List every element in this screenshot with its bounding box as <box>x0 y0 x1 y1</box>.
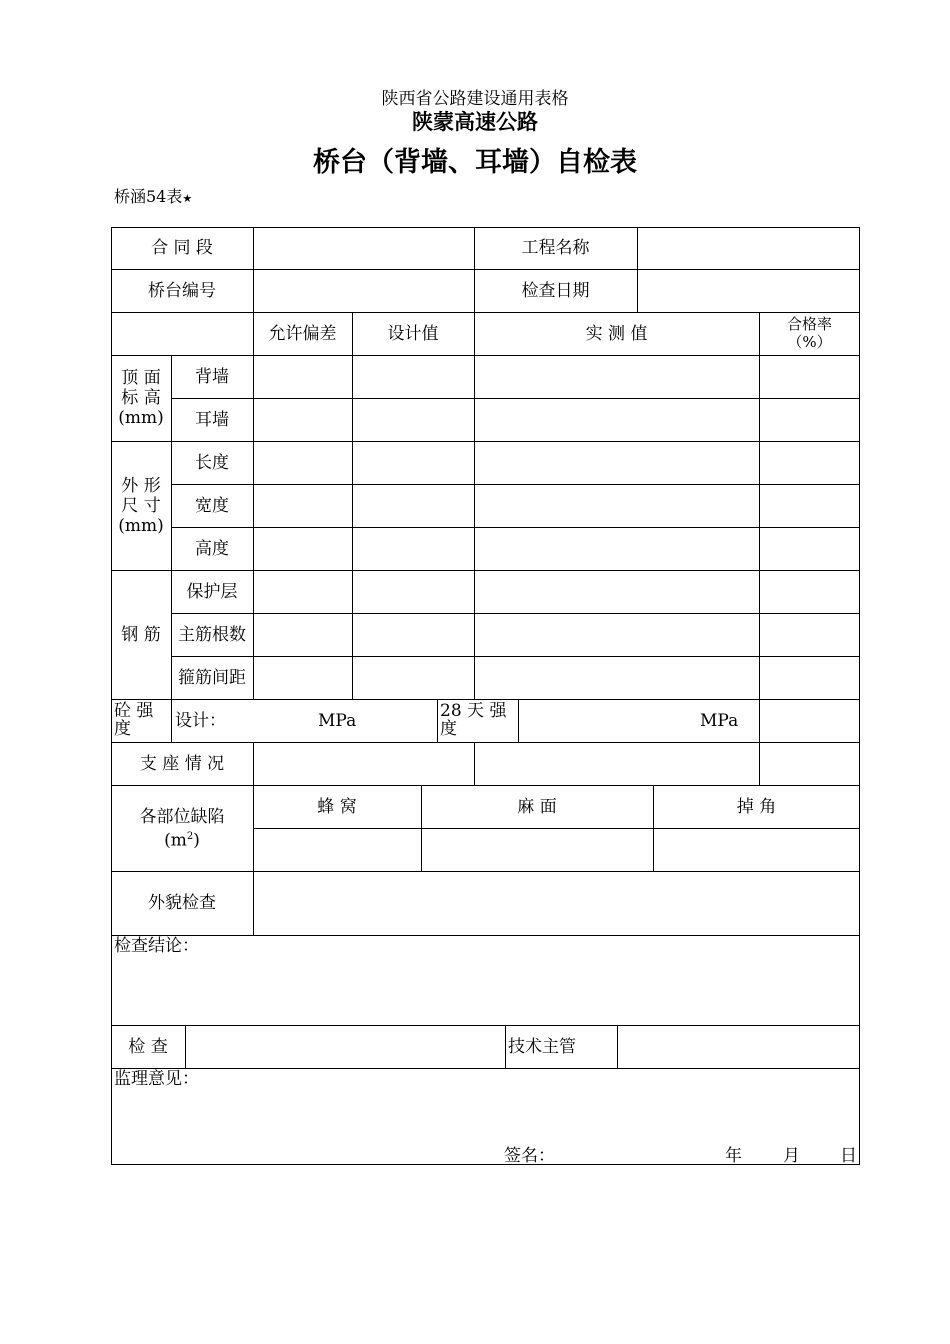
form-series-title: 陕西省公路建设通用表格 <box>381 89 569 109</box>
stirrup-spacing-label: 箍筋间距 <box>178 668 246 688</box>
project-name-label: 工程名称 <box>521 238 590 258</box>
inspector-label: 检 查 <box>128 1037 168 1057</box>
cover-label: 保护层 <box>186 582 238 602</box>
concrete-strength-label: 砼 强 度 <box>114 701 154 739</box>
project-title: 陕蒙高速公路 <box>412 110 538 134</box>
abutment-no-label: 桥台编号 <box>148 281 216 301</box>
width-label: 宽度 <box>195 496 229 516</box>
day28-strength-label: 28 天 强 度 <box>440 701 507 739</box>
inspect-date-label: 检查日期 <box>521 281 590 301</box>
design-strength-unit: MPa <box>318 711 357 731</box>
pitted-surface-header: 麻 面 <box>517 797 557 817</box>
dimensions-label: 外 形 尺 寸 (mm) <box>118 476 164 536</box>
year-label: 年 <box>725 1146 742 1166</box>
day-label: 日 <box>840 1146 857 1166</box>
form-number: 桥涵54表★ <box>114 187 193 206</box>
signature-label: 签名： <box>504 1146 555 1166</box>
project-name-field[interactable] <box>638 228 859 270</box>
month-label: 月 <box>783 1146 800 1166</box>
contract-section-field[interactable] <box>254 228 474 270</box>
bearing-condition-label: 支 座 情 况 <box>139 754 225 774</box>
length-label: 长度 <box>195 453 229 473</box>
design-value-header: 设计值 <box>387 324 439 344</box>
ear-wall-label: 耳墙 <box>195 410 229 430</box>
defects-label: 各部位缺陷 $(m^2)$ <box>139 807 225 851</box>
allowed-deviation-header: 允许偏差 <box>268 324 337 344</box>
tech-supervisor-label: 技术主管 <box>508 1037 576 1057</box>
spalled-corner-header: 掉 角 <box>736 797 777 817</box>
star-icon: ★ <box>182 192 193 205</box>
top-elevation-label: 顶 面 标 高 (mm) <box>118 368 164 428</box>
main-bar-count-label: 主筋根数 <box>178 625 246 645</box>
abutment-no-field[interactable] <box>254 270 474 312</box>
appearance-check-label: 外貌检查 <box>148 893 216 913</box>
supervision-opinion-label: 监理意见： <box>114 1069 199 1089</box>
honeycomb-header: 蜂 窝 <box>317 797 357 817</box>
design-strength-label: 设计： <box>175 711 226 731</box>
inspect-date-field[interactable] <box>638 270 859 312</box>
contract-section-label: 合 同 段 <box>151 238 213 258</box>
back-wall-label: 背墙 <box>195 367 229 387</box>
day28-strength-unit: MPa <box>700 711 739 731</box>
rebar-label: 钢 筋 <box>121 625 161 645</box>
height-label: 高度 <box>195 539 229 559</box>
pass-rate-header: 合格率 （%） <box>786 315 832 351</box>
measured-value-header: 实 测 值 <box>585 324 648 344</box>
conclusion-label: 检查结论： <box>114 936 199 956</box>
page-title: 桥台（背墙、耳墙）自检表 <box>313 147 637 178</box>
